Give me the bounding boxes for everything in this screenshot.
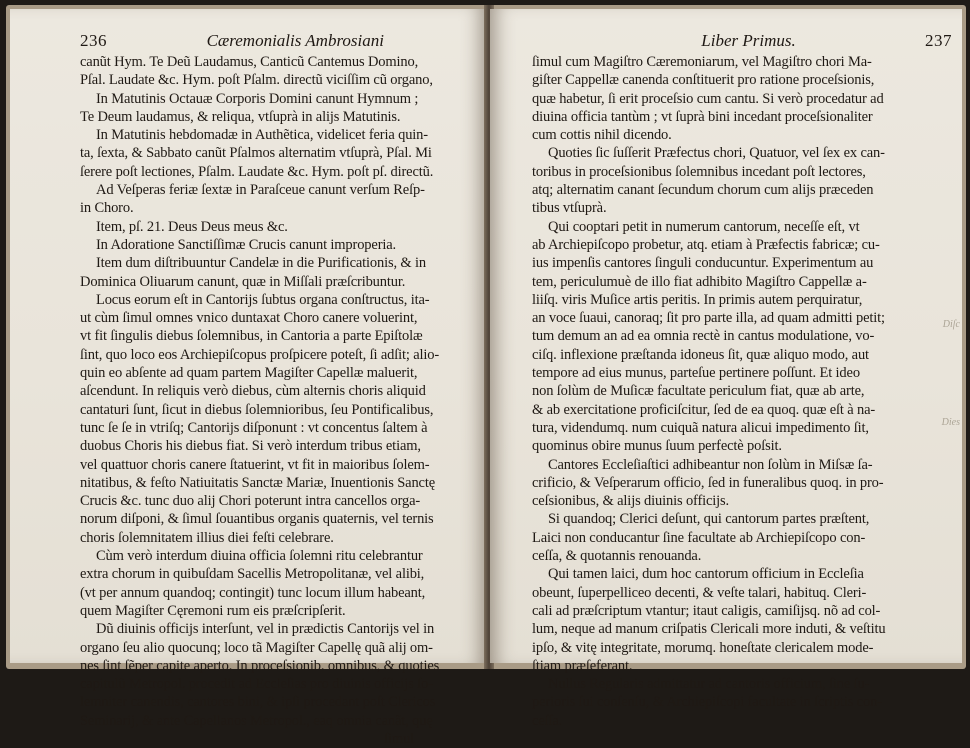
text-line: quem Magiſter Cęremoni rum eis præſcripſerit. — [80, 602, 346, 619]
text-line: Te Deum laudamus, & reliqua, vtſuprà in alijs Matutinis. — [80, 108, 401, 125]
text-line: & ab exercitatione proficiſcitur, ſed de ea quoq. quæ eſt à na- — [532, 401, 876, 418]
text-line: tura, videndumq. num cuiquã natura alicui impedimento ſit, — [532, 419, 869, 436]
text-line: atq; alternatim canant ſecundum chorum cum alijs præceden — [532, 182, 874, 199]
text-line: vel quattuor choris canere ſtatuerint, vt fit in maioribus ſolem- — [80, 456, 430, 473]
text-line: nitatibus, & feſto Natiuitatis Sanctæ Mariæ, Inuentionis Sanctę — [80, 474, 436, 491]
left-running-head — [80, 32, 474, 50]
text-line: Locus eorum eſt in Cantorijs ſubtus organa conſtructus, ita- — [96, 291, 430, 308]
text-line: Laici non conducantur ſine facultate ab Archiepiſcopo con- — [532, 529, 866, 546]
text-line: Nullus Regularis admittatur ad cantoris officium, ſine ſu- — [548, 676, 870, 693]
text-line: quin eo abſente ad quam partem Magiſter Capellæ maluerit, — [80, 365, 418, 382]
text-line: giſter Cappellæ canenda conſtituerit pro ratione proceſsionis, — [532, 72, 875, 89]
text-line: extra chorum in quibuſdam Sacellis Metropolitanæ, vel alibi, — [80, 566, 425, 583]
text-line: Ad Veſperas feriæ ſextæ in Paraſceue canunt verſum Reſp- — [96, 182, 425, 199]
left-running-title: Cæremonialis Ambrosiani — [206, 31, 384, 50]
text-line: lum, neque ad manum criſpatis Clericali more induti, & veſtitu — [532, 621, 886, 638]
text-line: ceſſa, & quotannis renouanda. — [532, 548, 702, 565]
right-page-number: 237 — [925, 31, 952, 50]
text-line: quominus obire munus ſuum perfectè poſsit. — [532, 438, 782, 455]
left-catchword: ſimul — [384, 730, 414, 747]
text-line: Quoties ſic ſuſſerit Præfectus chori, Quatuor, vel ſex ex can- — [548, 145, 885, 162]
right-running-head — [532, 32, 952, 50]
text-line: Pſal. Laudate &c. Hym. poſt Pſalm. directũ viciſſim cũ organo, — [80, 72, 433, 89]
text-line: capitulũ Metropol. procedit ad Eccleſias pro diuinis officijs ſo- — [80, 676, 433, 693]
text-line: tem, periculumuè de illo fiat adhibito Magiſtro Cappellæ a- — [532, 273, 867, 290]
text-line: ciſq. inflexione præſtanda idoneus ſit, quæ aliquo modo, aut — [532, 346, 869, 363]
text-line: lemniter canendis, cantores bini, & ipſi procedant poſt Clericos — [80, 694, 436, 711]
text-line: toribus in proceſsionibus ſolemnibus incedant poſt lectores, — [532, 163, 866, 180]
text-line: ſimul cum Magiſtro Cæremoniarum, vel Magiſtro chori Ma- — [532, 54, 872, 70]
text-line: ſint, quo loco eos Archiepiſcopus proſpicere poteſt, ſi adſit; alio- — [80, 346, 440, 363]
text-line: perioris ſui conſenſu, & Archiepiſcopi facultate in ſcriptis con- — [532, 694, 882, 711]
text-line: Qui tamen laici, dum hoc cantorum officium in Eccleſia — [548, 566, 864, 583]
right-text-block — [532, 53, 952, 730]
text-line: cum cottis nihil dicendo. — [532, 127, 672, 144]
text-line: obeunt, ſuperpelliceo decenti, & veſte talari, habituq. Cleri- — [532, 584, 867, 601]
text-line: non ſolùm de Muſicæ facultate periculum fiat, quæ ab arte, — [532, 383, 865, 400]
text-line: duobus Choris his diebus fiat. Si verò interdum tribus etiam, — [80, 438, 421, 455]
text-line: diuina officia tantùm ; vt ſuprà bini incedant proceſsionaliter — [532, 108, 873, 125]
text-line: crificio, & Veſperarum officio, ſed in funeralibus quoq. in pro- — [532, 474, 884, 491]
text-line: In Adoratione Sanctiſſimæ Crucis canunt improperia. — [96, 236, 397, 253]
text-line: tibus vtſuprà. — [532, 200, 607, 217]
text-line: ab Archiepiſcopo probetur, atq. etiam à Præfectis fabricæ; cu- — [532, 236, 880, 253]
text-line: In Matutinis hebdomadæ in Authẽtica, videlicet feria quin- — [96, 127, 428, 144]
text-line: ceſſa. — [532, 712, 563, 729]
text-line: (vt per annum quandoq; contingit) tunc locum illum habeant, — [80, 584, 426, 601]
text-line: liiſq. viris Muſice artis peritis. In primis autem perquiratur, — [532, 291, 863, 308]
left-page-number: 236 — [80, 31, 107, 50]
text-line: tempore ad eius munus, parteſue pertinere poſſunt. Et ideo — [532, 365, 860, 382]
text-line: norum diſponi, & ſimul ſouantibus organis quaternis, vel ternis — [80, 511, 434, 528]
text-line: organo ſeu alio quocunq; loco tã Magiſter Capellę quã alij om- — [80, 639, 433, 656]
text-line: Item dum diſtribuuntur Candelæ in die Purificationis, & in — [96, 255, 426, 272]
right-page — [490, 9, 962, 729]
text-line: Seminarij, & ante Capellanos Metropol., eaq omnia canãt, quę — [80, 712, 433, 729]
text-line: Crucis &c. tunc duo alij Chori poterunt intra cancellos orga- — [80, 493, 421, 510]
margin-ghost-note: Diſc — [942, 319, 960, 330]
text-line: tunc ſe ſe in vtriſq; Cantorijs diſponunt : vt concentus ſaltem à — [80, 419, 428, 436]
text-line: Si quandoq; Clerici deſunt, qui cantorum partes præſtent, — [548, 511, 870, 528]
text-line: ut cùm ſimul omnes vnico duntaxat Choro canere voluerint, — [80, 310, 418, 327]
text-line: cali ad præſcriptum vtantur; itaut caligis, camiſijsq. nõ ad col- — [532, 602, 881, 619]
text-line: Dũ diuinis officijs interſunt, vel in prædictis Cantorijs vel in — [96, 621, 435, 638]
text-line: tum demum an ad ea omnia rectè in cantus modulatione, vo- — [532, 328, 875, 345]
left-page — [10, 9, 486, 747]
text-line: ipſo, & vitę integritate, morumq. honeſtate clericalem mode- — [532, 639, 874, 656]
right-running-title: Liber Primus. — [701, 31, 796, 50]
text-line: Dominica Oliuarum canunt, quæ in Miſſali præſcribuntur. — [80, 273, 406, 290]
text-line: ſtiam præſeferant. — [532, 657, 633, 674]
text-line: Qui cooptari petit in numerum cantorum, neceſſe eſt, vt — [548, 218, 860, 235]
text-line: Item, pſ. 21. Deus Deus meus &c. — [96, 218, 288, 235]
text-line: ta, ſexta, & Sabbato canũt Pſalmos alternatim vtſuprà, Pſal. Mi — [80, 145, 432, 162]
text-line: choris ſolemnitatem illius diei feſti celebrare. — [80, 529, 334, 546]
text-line: quæ habetur, ſi erit proceſsio cum cantu. Si verò procedatur ad — [532, 90, 884, 107]
text-line: ſerere poſt lectiones, Pſalm. Laudate &c. Hym. poſt pſ. directũ. — [80, 163, 434, 180]
text-line: ceſsionibus, & alijs diuinis officijs. — [532, 493, 730, 510]
open-book — [6, 5, 966, 747]
text-line: nes ſint ſẽper capite aperto. In proceſsionib. omnibus, & quoties — [80, 657, 440, 674]
text-line: ius impenſis cantores ſinguli conducuntur. Experimentum au — [532, 255, 874, 272]
text-line: canũt Hym. Te Deũ Laudamus, Canticũ Cantemus Domino, — [80, 54, 419, 70]
text-line: In Matutinis Octauæ Corporis Domini canunt Hymnum ; — [96, 90, 419, 107]
margin-ghost-note: Dies — [941, 417, 960, 428]
text-line: an voce ſuaui, canoraq; ſit pro parte illa, ad quam admitti petit; — [532, 310, 885, 327]
text-line: vt fit ſingulis diebus ſolemnibus, in Cantoria a parte Epiſtolæ — [80, 328, 423, 345]
text-line: Cantores Eccleſiaſtici adhibeantur non ſolùm in Miſsæ ſa- — [548, 456, 873, 473]
text-line: Cùm verò interdum diuina officia ſolemni ritu celebrantur — [96, 548, 423, 565]
text-line: cantaturi ſunt, ſicut in diebus ſolemnioribus, ſeu Pontificalibus, — [80, 401, 434, 418]
left-text-block — [80, 53, 474, 730]
text-line: aſcendunt. In reliquis verò diebus, cùm alternis choris aliquid — [80, 383, 426, 400]
text-line: in Choro. — [80, 200, 134, 217]
